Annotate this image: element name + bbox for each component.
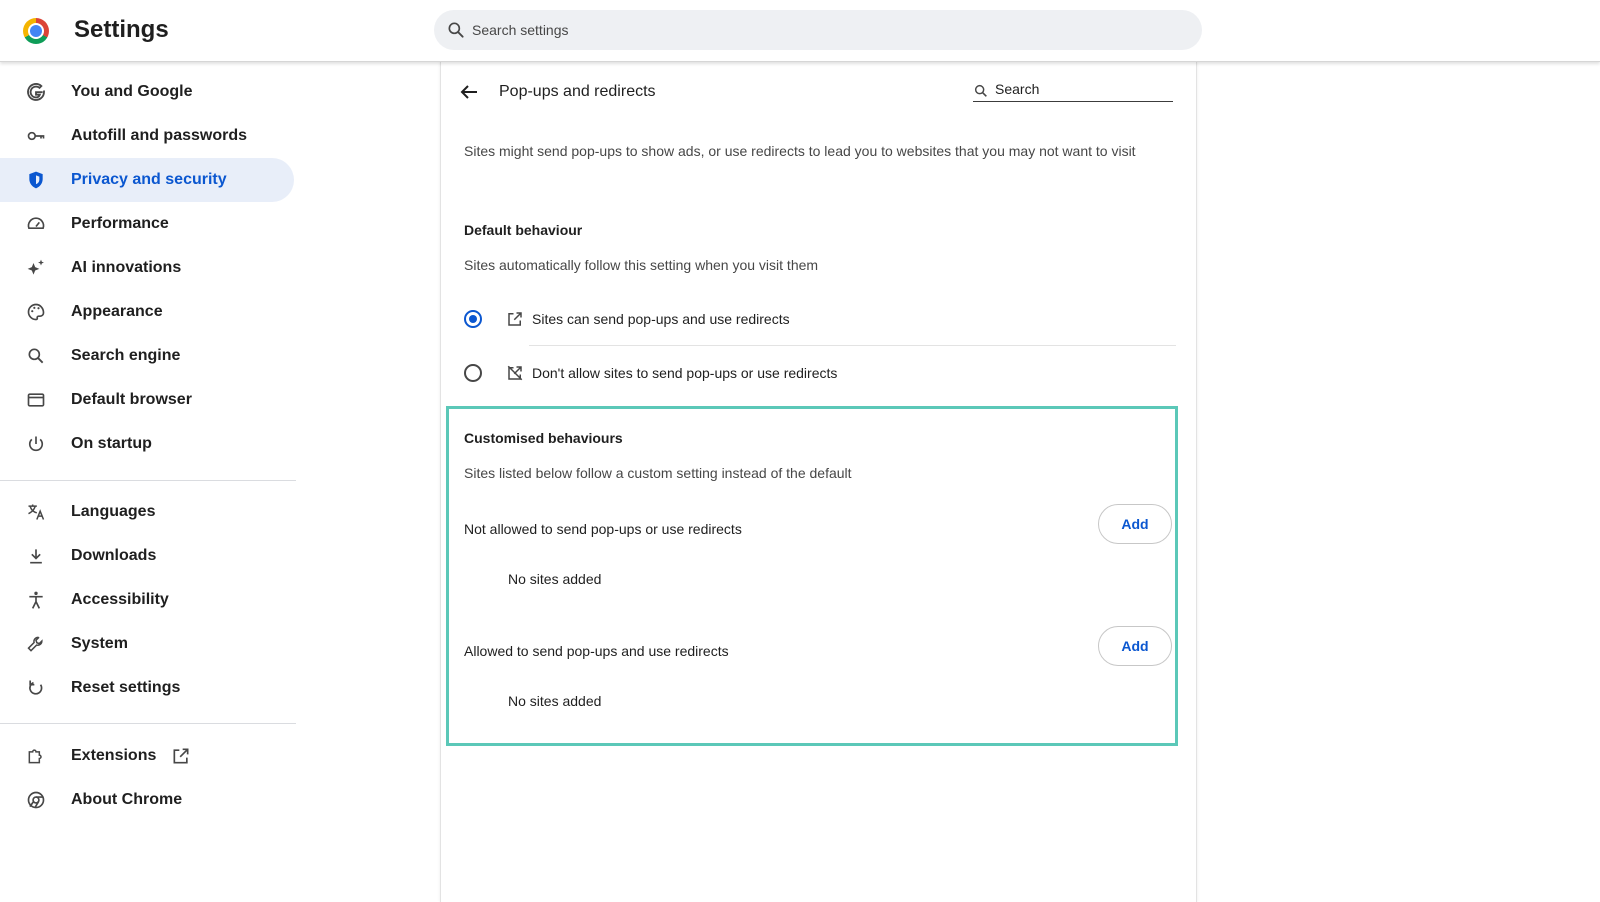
sidebar-item-accessibility[interactable] bbox=[0, 578, 294, 622]
default-behaviour-title: Default behaviour bbox=[464, 222, 583, 238]
puzzle-icon bbox=[26, 746, 46, 766]
sidebar-divider bbox=[0, 723, 296, 724]
key-icon bbox=[26, 126, 46, 146]
google-g-icon bbox=[26, 82, 46, 102]
sidebar-item-performance[interactable] bbox=[0, 202, 294, 246]
blocked-list-empty: No sites added bbox=[508, 571, 602, 587]
open-in-new-icon bbox=[506, 310, 524, 328]
radio-allow-popups[interactable] bbox=[464, 310, 482, 328]
search-icon bbox=[26, 346, 46, 366]
settings-search-input[interactable] bbox=[472, 10, 1172, 50]
accessibility-icon bbox=[26, 590, 46, 610]
search-icon bbox=[973, 83, 989, 99]
wrench-icon bbox=[26, 634, 46, 654]
open-in-new-icon bbox=[171, 746, 191, 766]
shield-icon bbox=[26, 170, 46, 190]
radio-block-popups[interactable] bbox=[464, 364, 482, 382]
sidebar-item-label: Performance bbox=[71, 215, 169, 232]
sidebar-item-extensions[interactable] bbox=[0, 734, 294, 778]
page-title: Pop-ups and redirects bbox=[499, 83, 656, 100]
reset-icon bbox=[26, 678, 46, 698]
chrome-icon bbox=[26, 790, 46, 810]
sidebar-item-label: Search engine bbox=[71, 347, 181, 364]
add-blocked-site-button[interactable]: Add bbox=[1098, 504, 1172, 544]
sidebar-item-ai-innovations[interactable] bbox=[0, 246, 294, 290]
speedometer-icon bbox=[26, 214, 46, 234]
sidebar-item-label: About Chrome bbox=[71, 791, 183, 808]
browser-window-icon bbox=[26, 390, 46, 410]
sidebar-item-label: Downloads bbox=[71, 547, 157, 564]
option-label: Sites can send pop-ups and use redirects bbox=[532, 311, 790, 327]
sparkle-icon bbox=[26, 258, 46, 278]
settings-search-bar[interactable] bbox=[434, 10, 1202, 50]
sidebar-item-label: Reset settings bbox=[71, 679, 181, 696]
option-block-popups[interactable] bbox=[464, 350, 1176, 396]
sidebar-item-about-chrome[interactable] bbox=[0, 778, 294, 822]
top-bar bbox=[0, 0, 1600, 62]
sidebar-item-on-startup[interactable] bbox=[0, 422, 294, 466]
sidebar-item-label: AI innovations bbox=[71, 259, 182, 276]
option-label: Don't allow sites to send pop-ups or use redirects bbox=[532, 365, 838, 381]
sidebar-item-label: On startup bbox=[71, 435, 152, 452]
option-allow-popups[interactable] bbox=[464, 296, 1176, 342]
sidebar-item-downloads[interactable] bbox=[0, 534, 294, 578]
allowed-list-label: Allowed to send pop-ups and use redirects bbox=[464, 643, 729, 659]
download-icon bbox=[26, 546, 46, 566]
default-behaviour-subtitle: Sites automatically follow this setting when you visit them bbox=[464, 257, 819, 273]
sidebar-divider bbox=[0, 480, 296, 481]
sidebar-item-search-engine[interactable] bbox=[0, 334, 294, 378]
page-description: Sites might send pop-ups to show ads, or use redirects to lead you to websites that you may not want to visit bbox=[464, 143, 1136, 159]
sidebar-item-label: You and Google bbox=[71, 83, 193, 100]
sidebar-item-label: Extensions bbox=[71, 747, 157, 764]
sidebar-item-label: Appearance bbox=[71, 303, 163, 320]
option-separator bbox=[529, 345, 1176, 346]
subpage-search-input[interactable] bbox=[995, 78, 1171, 100]
sidebar-item-label: System bbox=[71, 635, 128, 652]
sidebar-item-reset-settings[interactable] bbox=[0, 666, 294, 710]
allowed-list-empty: No sites added bbox=[508, 693, 602, 709]
popup-blocked-icon bbox=[506, 364, 524, 382]
search-icon bbox=[446, 20, 466, 40]
sidebar-item-label: Privacy and security bbox=[71, 171, 227, 188]
subpage-search[interactable] bbox=[973, 78, 1173, 102]
power-icon bbox=[26, 434, 46, 454]
customised-behaviours-subtitle: Sites listed below follow a custom setting instead of the default bbox=[464, 465, 852, 481]
customised-behaviours-title: Customised behaviours bbox=[464, 430, 623, 446]
popups-settings-card bbox=[440, 62, 1197, 902]
add-allowed-site-button[interactable]: Add bbox=[1098, 626, 1172, 666]
blocked-list-label: Not allowed to send pop-ups or use redirects bbox=[464, 521, 742, 537]
sidebar bbox=[0, 62, 300, 902]
sidebar-item-privacy-and-security[interactable] bbox=[0, 158, 294, 202]
sidebar-item-autofill[interactable] bbox=[0, 114, 294, 158]
translate-icon bbox=[26, 502, 46, 522]
sidebar-item-label: Accessibility bbox=[71, 591, 169, 608]
sidebar-item-languages[interactable] bbox=[0, 490, 294, 534]
sidebar-item-appearance[interactable] bbox=[0, 290, 294, 334]
sidebar-item-you-and-google[interactable] bbox=[0, 70, 294, 114]
sidebar-item-label: Default browser bbox=[71, 391, 192, 408]
app-title: Settings bbox=[74, 16, 169, 43]
sidebar-item-default-browser[interactable] bbox=[0, 378, 294, 422]
chrome-logo-icon bbox=[23, 18, 49, 44]
palette-icon bbox=[26, 302, 46, 322]
sidebar-item-system[interactable] bbox=[0, 622, 294, 666]
back-arrow-icon[interactable] bbox=[457, 80, 481, 104]
sidebar-item-label: Languages bbox=[71, 503, 156, 520]
sidebar-item-label: Autofill and passwords bbox=[71, 127, 248, 144]
